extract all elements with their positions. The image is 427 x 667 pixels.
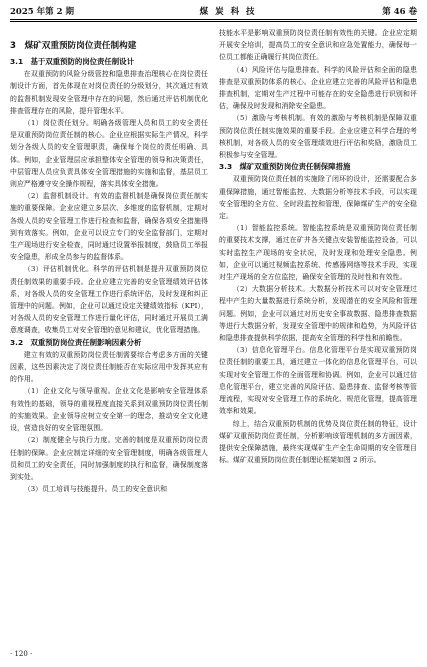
paragraph: （2）监督机制设计。有效的监督机制是确保岗位责任制实施的重要保障。企业应建立多层次、多维度的监督机制，定期对各级人员的安全管理工作进行检查和监督，确保各项安全措施得到有效落实。例如，企业可以设立专门的安全监督部门，定期对生产现场进行安全检查，同时通过设置举报制度，鼓励员工举报安全隐患，形成全员参与的监督体系。 (10, 192, 208, 262)
subsection-heading-3-1: 3.1 基于双重预防的岗位责任制设计 (10, 57, 134, 66)
page-number: · 120 · (10, 650, 33, 658)
paragraph: 在双重预防的风险分级管控和隐患排查治理核心在岗位责任制设计方面，首先体现在对岗位责任的分级划分，其次通过有效的监督机制发现安全管理中存在的问题，然后通过评估机制优化排查管理存在的风险，提升管理水平。 (10, 70, 208, 115)
paragraph: （1）岗位责任划分。明确各级管理人员和员工的安全责任是双重预防岗位责任制的核心。企业应根据实际生产情况，科学划分各级人员的安全管理职责，确保每个岗位的责任明确、具体。例如，企业管理层应承担整体安全管理的领导和决策责任，中层管理人员应负责具体安全管理措施的实施和监督，基层员工则应严格遵守安全操作规程，落实具体安全措施。 (10, 119, 208, 189)
subsection-heading-3-3: 3.3 煤矿双重预防岗位责任制保障措施 (219, 162, 351, 172)
volume-label: 第 46 卷 (382, 6, 417, 17)
paragraph: （1）智能监控系统。智能监控系统是双重预防岗位责任制的重要技术支撑，通过在矿井各关键点安装智能监控设备，可以实时监控生产现场的安全状况，及时发现和处理安全隐患。例如，企业可以通过视频监控系统、传感器网络等技术手段，实现对生产现场的全方位监控，确保安全管理的及时性和有效性。 (219, 224, 417, 282)
journal-title: 煤 炭 科 技 (199, 6, 257, 17)
left-column (10, 40, 208, 495)
paragraph: （4）风险评估与隐患排查。科学的风险评估和全面的隐患排查是双重预防体系的核心。企业应建立完善的风险评估和隐患排查机制，定期对生产过程中可能存在的安全隐患进行识别和评估，确保及时发现和消除安全隐患。 (219, 65, 417, 111)
paragraph: （1）企业文化与领导重视。企业文化是影响安全管理体系有效性的基础，领导的重视程度直接关系到双重预防岗位责任制的实施效果。企业领导应树立安全第一的理念，推动安全文化建设，营造良好的安全管理氛围。 (10, 387, 208, 433)
paragraph-continued: 技能水平是影响双重预防岗位责任制有效性的关键。企业应定期开展安全培训，提高员工的安全意识和应急处置能力，确保每一位员工都能正确履行其岗位责任。 (219, 29, 417, 62)
paragraph: （5）激励与考核机制。有效的激励与考核机制是保障双重预防岗位责任制实施效果的重要手段。企业应建立科学合理的考核机制，对各级人员的安全管理绩效进行评估和奖励，激励员工积极参与安全管理。 (219, 114, 417, 160)
running-header (10, 3, 417, 18)
paragraph: （3）信息化管理平台。信息化管理平台是实现双重预防岗位责任制的重要工具，通过建立一体化的信息化管理平台，可以实现对安全管理工作的全面管理和协调。例如，企业可以通过信息化管理平台，建立完善的风险评估、隐患排查、监督考核等管理流程，实现对安全管理工作的系统化、规范化管理，提高管理效率和效果。 (219, 346, 417, 416)
section-heading: 3 煤矿双重预防岗位责任制构建 (10, 41, 137, 51)
paragraph: 建立有效的双重预防岗位责任制需要综合考虑多方面的关键因素，这些因素决定了岗位责任制能否在实际应用中发挥其应有的作用。 (10, 350, 208, 384)
header-rule-thick (10, 19, 417, 20)
subsection-heading-3-2: 3.2 双重预防岗位责任制影响因素分析 (10, 337, 142, 347)
right-column (219, 27, 417, 466)
paragraph: 综上，结合双重预防机制的优势及岗位责任制的特征，设计煤矿双重预防岗位责任制，分析影响该管理机制的多方面因素，提供安全保障措施，最终实现煤矿生产全生命周期的安全管理目标。煤矿双重预防岗位责任制理论框架如图 2 所示。 (219, 419, 417, 465)
paragraph: 双重预防岗位责任制的实施除了闭环的设计，还需要配合多重保障措施，通过智能监控、大数据分析等技术手段，可以实现安全管理的全方位、全时段监控和管理，保障煤矿生产的安全稳定。 (219, 175, 417, 221)
paragraph: （3）员工培训与技能提升。员工的安全意识和 (23, 485, 168, 494)
header-rule-thin (10, 21, 417, 22)
paragraph: （2）大数据分析技术。大数据分析技术可以对安全管理过程中产生的大量数据进行系统分析，发现潜在的安全风险和管理问题。例如，企业可以通过对历史安全事故数据、隐患排查数据等进行大数据分析，发现安全管理中的规律和趋势，为风险评估和隐患排查提供科学依据，提高安全管理的科学性和前瞻性。 (219, 285, 417, 343)
issue-label: 2025 年第 2 期 (10, 6, 74, 17)
paragraph: （3）评估机制优化。科学的评估机制是提升双重预防岗位责任制效果的重要手段。企业应建立完善的安全管理绩效评估体系，对各级人员的安全管理工作进行系统评估，及时发现和纠正管理中的问题。例如，企业可以通过设定关键绩效指标（KPI），对各级人员的安全管理工作进行量化评估，同时通过开展员工满意度调查，收集员工对安全管理的意见和建议，优化管理措施。 (10, 265, 208, 335)
paragraph: （2）制度健全与执行力度。完善的制度是双重预防岗位责任制的保障。企业应制定详细的安全管理制度，明确各级管理人员和员工的安全责任，同时加强制度的执行和监督，确保制度落到实处。 (10, 436, 208, 481)
